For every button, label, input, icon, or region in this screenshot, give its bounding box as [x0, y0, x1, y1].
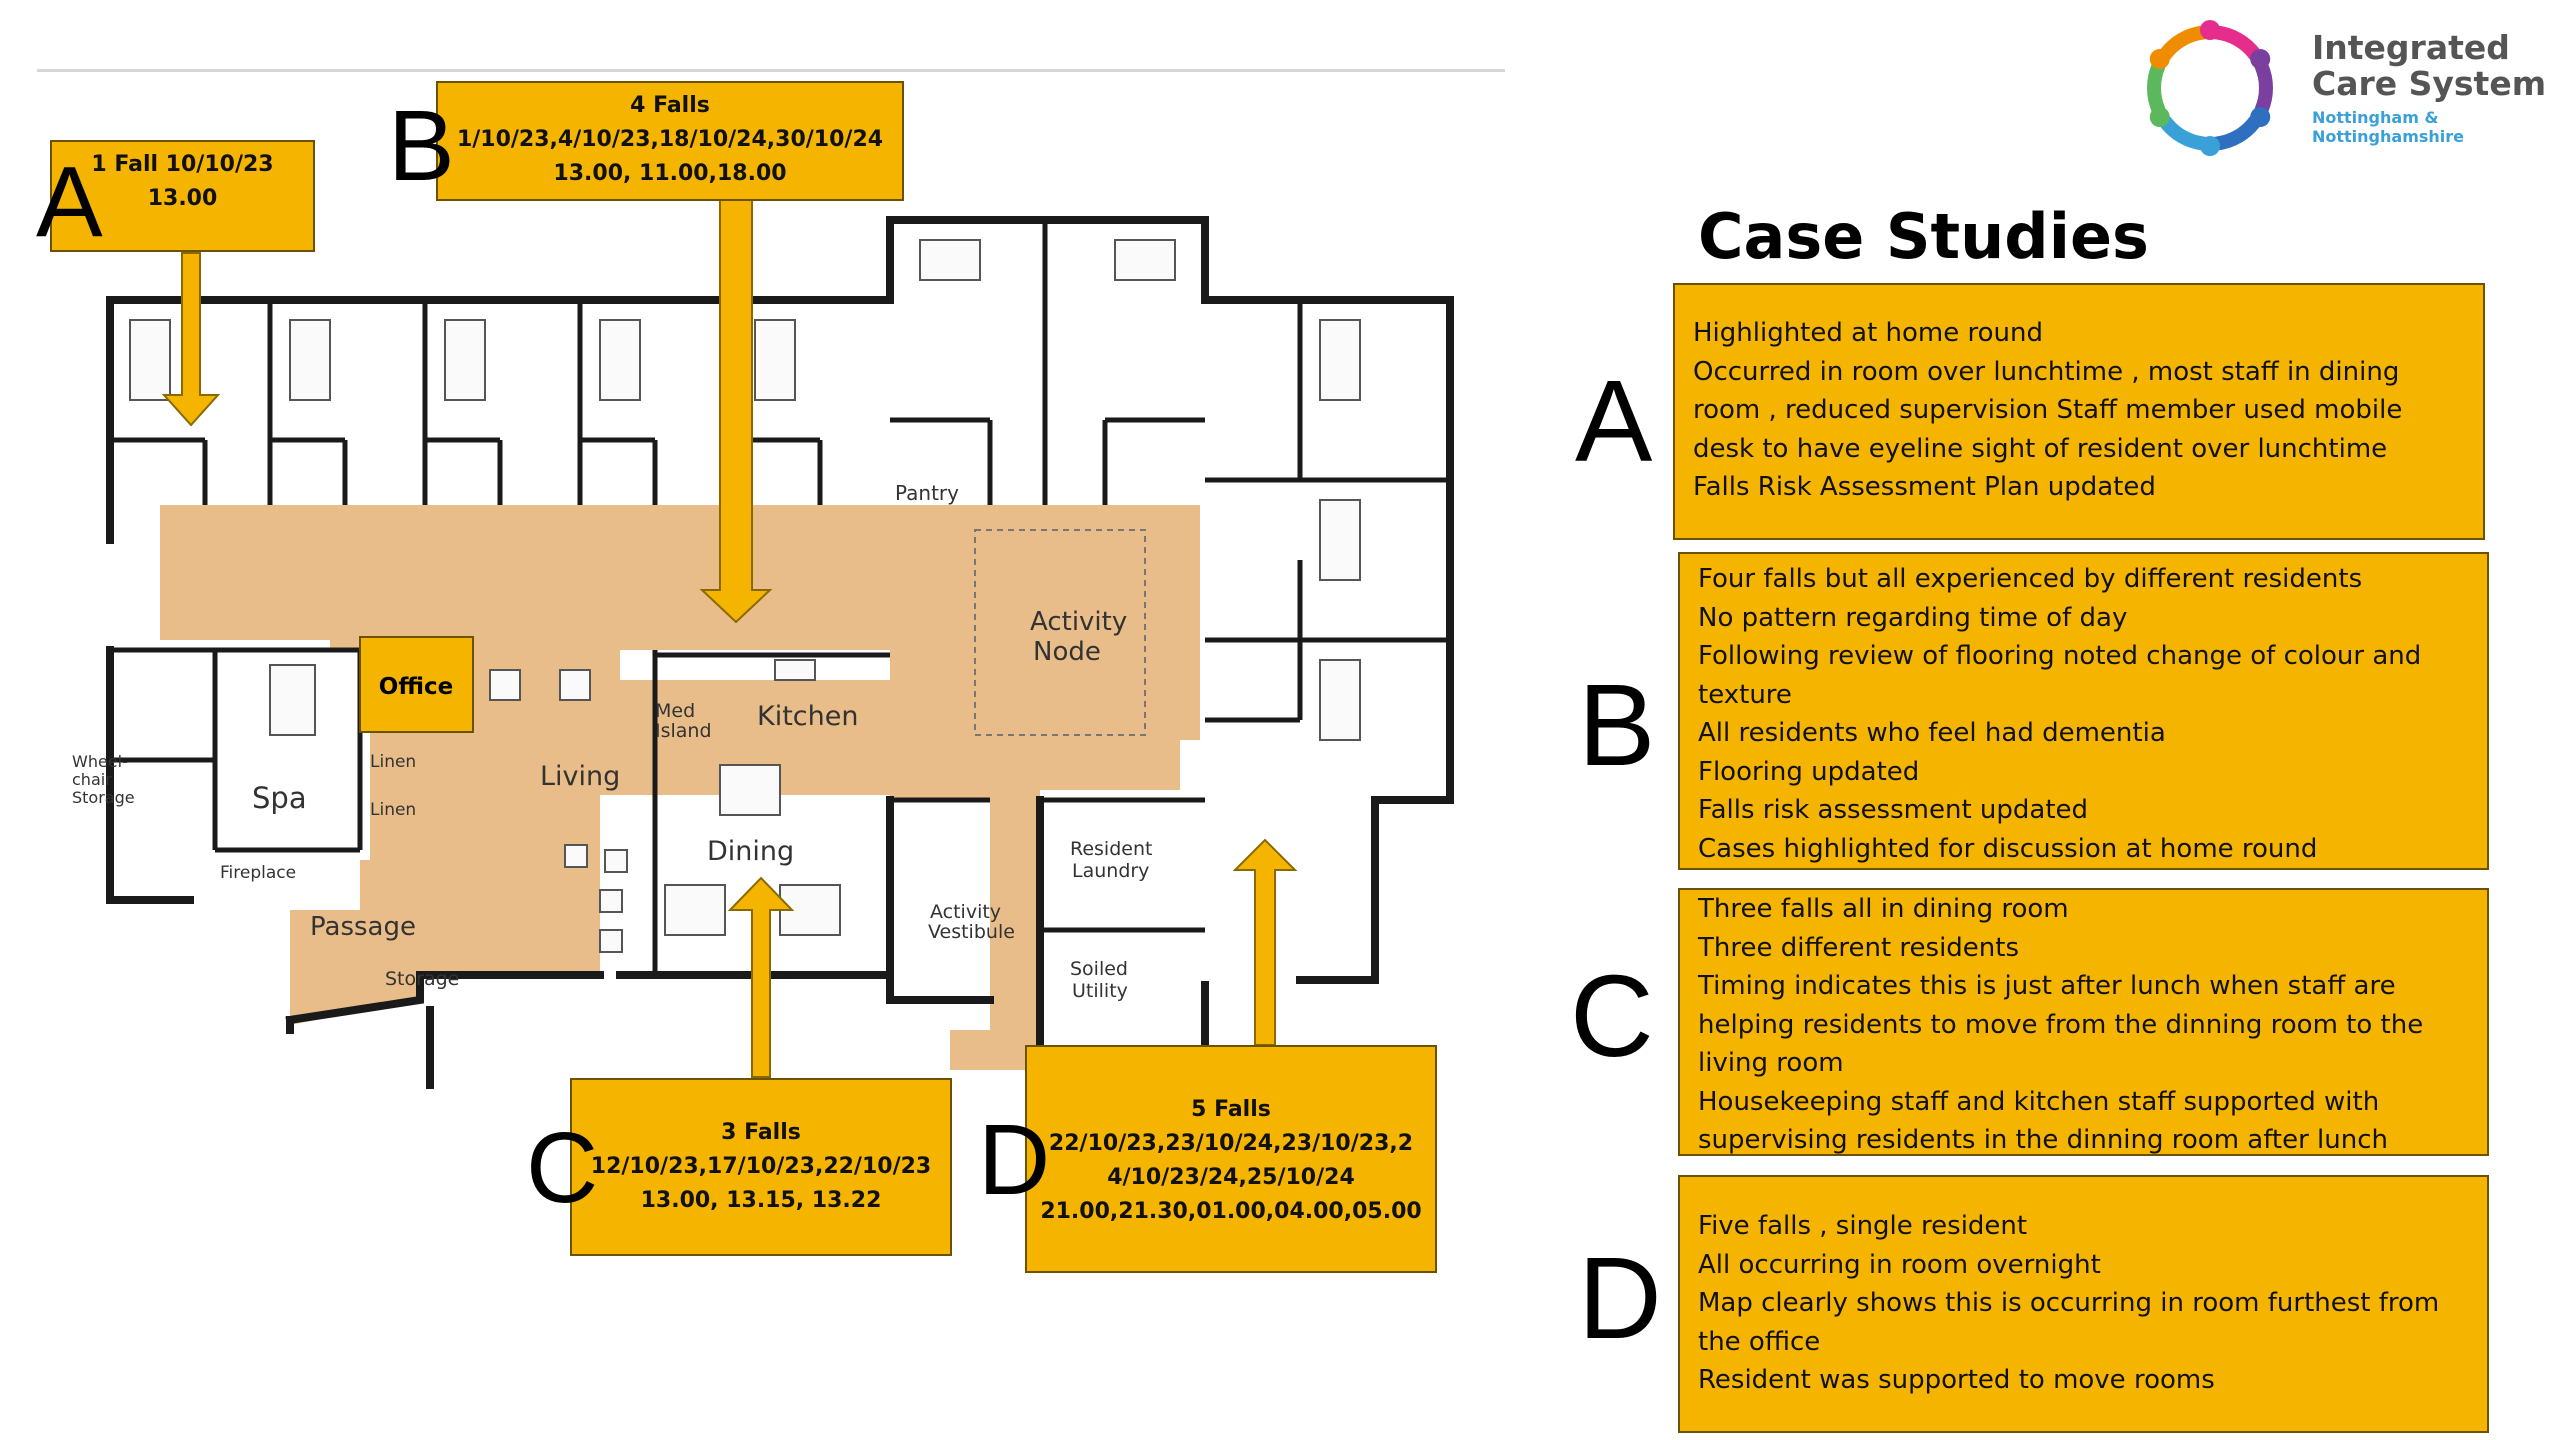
logo-ring-segment [2217, 32, 2255, 54]
logo-subtitle: Nottingham & Nottinghamshire [2312, 108, 2465, 146]
room-wheelchair-label-2: chair [72, 770, 112, 789]
case-c-letter: C [1570, 951, 1654, 1081]
room-med-island-label-2: Island [655, 720, 712, 742]
room-resident-laundry-label-2: Laundry [1072, 860, 1150, 882]
room-soiled-utility-label: Soiled [1070, 958, 1128, 980]
logo-dot [2250, 49, 2270, 69]
logo-ring-segment [2262, 66, 2266, 110]
room-living-label: Living [540, 761, 621, 792]
callout-a-letter: A [36, 146, 103, 258]
room-storage-label: Storage [385, 968, 460, 990]
case-d-letter: D [1578, 1233, 1662, 1363]
logo-dot [2200, 20, 2220, 40]
case-c-box: Three falls all in dining room Three different residents Timing indicates this is just after lunch when staff are helping residents to move from the dinning room to the living room Housekeeping staff and kitchen staff supported with supervising residents in the dinning room after lunch [1678, 888, 2489, 1156]
logo-wordmark: Integrated Care System [2312, 28, 2547, 103]
room-linen-label-2: Linen [370, 800, 417, 820]
logo-ring-segment [2154, 66, 2158, 110]
logo-ring-segment [2165, 32, 2203, 54]
case-d-box: Five falls , single resident All occurring in room overnight Map clearly shows this is occurring in room furthest from the office Resident was supported to move rooms [1678, 1175, 2489, 1433]
logo-dot [2150, 49, 2170, 69]
logo-ring-segment [2165, 122, 2203, 144]
callout-c: 3 Falls 12/10/23,17/10/23,22/10/23 13.00, 13.15, 13.22 [570, 1078, 952, 1256]
case-a-letter: A [1575, 356, 1653, 486]
room-activity-vestibule-label-2: Vestibule [928, 921, 1015, 943]
logo-dot [2150, 107, 2170, 127]
room-pantry-label: Pantry [895, 481, 959, 505]
room-med-island-label: Med [655, 700, 696, 722]
room-linen-label: Linen [370, 752, 417, 772]
room-wheelchair-label: Wheel- [72, 752, 128, 771]
case-b-letter: B [1578, 660, 1656, 790]
ics-logo-icon [2128, 8, 2293, 163]
room-passage-label: Passage [310, 912, 416, 942]
logo-ring-segment [2217, 122, 2255, 144]
room-activity-vestibule-label: Activity [930, 901, 1002, 923]
logo-dot [2200, 136, 2220, 156]
callout-b-letter: B [388, 90, 455, 202]
case-a-box: Highlighted at home round Occurred in room over lunchtime , most staff in dining room , reduced supervision Staff member used mobile desk to have eyeline sight of resident over lunchtime Falls Risk Assessment Plan updated [1673, 283, 2485, 540]
callout-b: 4 Falls 1/10/23,4/10/23,18/10/24,30/10/24 13.00, 11.00,18.00 [436, 81, 904, 201]
callout-d: 5 Falls 22/10/23,23/10/24,23/10/23,2 4/10/23/24,25/10/24 21.00,21.30,01.00,04.00,05.00 [1025, 1045, 1437, 1273]
case-b-box: Four falls but all experienced by different residents No pattern regarding time of day Following review of flooring noted change of colour and texture All residents who feel had dementia Flooring updated Falls risk assessment updated Cases highlighted for discussion at home round [1678, 552, 2489, 870]
room-activity-node-label: Activity [1030, 607, 1128, 637]
callout-c-letter: C [526, 1112, 599, 1224]
room-soiled-utility-label-2: Utility [1072, 980, 1128, 1002]
callout-d-letter: D [978, 1104, 1051, 1216]
room-resident-laundry-label: Resident [1070, 838, 1153, 860]
page-title: Case Studies [1698, 200, 2149, 273]
room-office-label: Office [378, 674, 454, 700]
room-dining-label: Dining [707, 836, 795, 867]
room-activity-node-label-2: Node [1033, 637, 1101, 667]
room-kitchen-label: Kitchen [757, 701, 859, 732]
room-wheelchair-label-3: Storage [72, 788, 135, 807]
logo-dot [2250, 107, 2270, 127]
callout-a: 1 Fall 10/10/23 13.00 [50, 140, 315, 252]
room-fireplace-label: Fireplace [220, 863, 297, 883]
room-spa-label: Spa [252, 781, 307, 815]
